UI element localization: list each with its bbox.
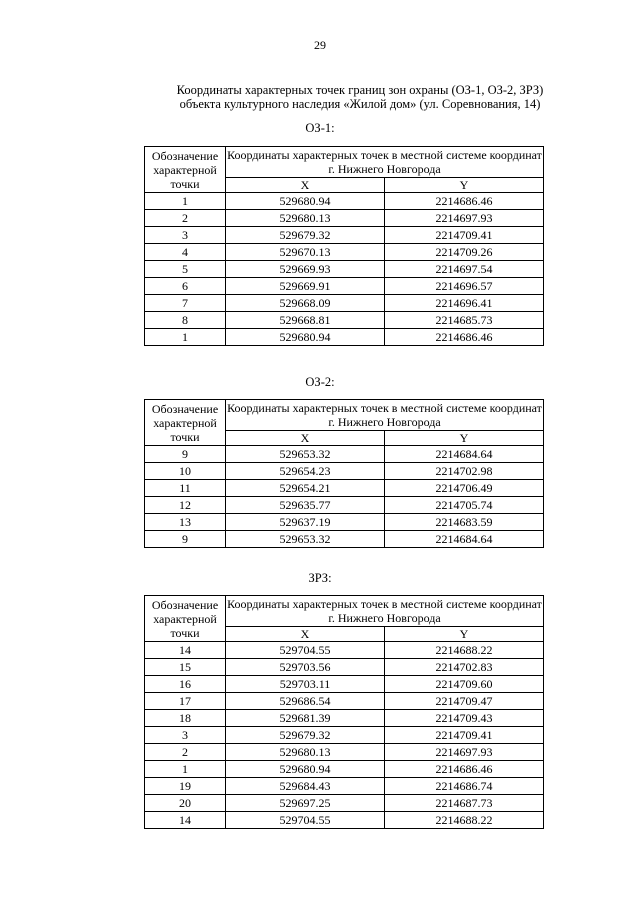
cell-point: 1 [145,761,226,778]
cell-point: 6 [145,278,226,295]
header-x: X [226,627,385,642]
cell-x: 529704.55 [226,642,385,659]
cell-point: 8 [145,312,226,329]
table-row [145,295,544,312]
cell-point: 10 [145,463,226,480]
cell-x: 529669.93 [226,261,385,278]
cell-x: 529668.09 [226,295,385,312]
cell-y: 2214696.57 [385,278,544,295]
cell-x: 529686.54 [226,693,385,710]
cell-y: 2214705.74 [385,497,544,514]
header-point: Обозначение характерной точки [145,596,226,642]
cell-x: 529653.32 [226,446,385,463]
header-point: Обозначение характерной точки [145,147,226,193]
cell-point: 9 [145,446,226,463]
title-line-2: объекта культурного наследия «Жилой дом» (ул. Соревнования, 14) [179,97,541,111]
header-y: Y [385,627,544,642]
table-row [145,727,544,744]
cell-x: 529703.56 [226,659,385,676]
cell-point: 5 [145,261,226,278]
cell-point: 11 [145,480,226,497]
table-row [145,659,544,676]
table-row [145,227,544,244]
cell-y: 2214702.83 [385,659,544,676]
header-y: Y [385,431,544,446]
cell-x: 529680.94 [226,193,385,210]
cell-point: 1 [145,193,226,210]
cell-y: 2214706.49 [385,480,544,497]
table-row [145,244,544,261]
cell-y: 2214709.26 [385,244,544,261]
cell-y: 2214684.64 [385,531,544,548]
coords-table-zrz [144,595,544,829]
cell-x: 529681.39 [226,710,385,727]
coords-table-oz1 [144,146,544,346]
cell-y: 2214697.54 [385,261,544,278]
cell-y: 2214686.74 [385,778,544,795]
cell-y: 2214684.64 [385,446,544,463]
header-point: Обозначение характерной точки [145,400,226,446]
cell-point: 16 [145,676,226,693]
cell-point: 18 [145,710,226,727]
cell-point: 14 [145,812,226,829]
table-row [145,278,544,295]
cell-y: 2214709.60 [385,676,544,693]
table-row [145,812,544,829]
cell-x: 529703.11 [226,676,385,693]
cell-y: 2214686.46 [385,193,544,210]
cell-y: 2214709.41 [385,727,544,744]
cell-point: 7 [145,295,226,312]
table-row [145,497,544,514]
cell-point: 19 [145,778,226,795]
table-row [145,329,544,346]
table-row [145,446,544,463]
cell-x: 529680.94 [226,761,385,778]
table-body [145,642,544,829]
cell-y: 2214702.98 [385,463,544,480]
header-coords: Координаты характерных точек в местной системе координат г. Нижнего Новгорода [227,597,542,625]
cell-y: 2214697.93 [385,744,544,761]
cell-point: 14 [145,642,226,659]
cell-y: 2214709.43 [385,710,544,727]
table-row [145,193,544,210]
document-title [140,83,580,111]
section-label-zrz: ЗРЗ: [308,571,332,585]
cell-y: 2214709.41 [385,227,544,244]
cell-point: 1 [145,329,226,346]
cell-y: 2214697.93 [385,210,544,227]
table-row [145,514,544,531]
cell-x: 529679.32 [226,227,385,244]
section-label-oz2: ОЗ-2: [305,375,335,389]
cell-x: 529654.23 [226,463,385,480]
table-row [145,761,544,778]
cell-x: 529654.21 [226,480,385,497]
table-body [145,193,544,346]
page-number: 29 [314,38,326,52]
table-row [145,261,544,278]
cell-x: 529637.19 [226,514,385,531]
cell-point: 13 [145,514,226,531]
cell-x: 529670.13 [226,244,385,261]
section-label-oz1: ОЗ-1: [305,121,335,135]
table-row [145,642,544,659]
cell-y: 2214688.22 [385,812,544,829]
cell-y: 2214688.22 [385,642,544,659]
cell-x: 529679.32 [226,727,385,744]
cell-point: 12 [145,497,226,514]
cell-y: 2214686.46 [385,329,544,346]
header-x: X [226,431,385,446]
table-row [145,463,544,480]
table-row [145,210,544,227]
cell-point: 4 [145,244,226,261]
cell-point: 3 [145,727,226,744]
table-row [145,312,544,329]
table-row [145,480,544,497]
header-coords: Координаты характерных точек в местной системе координат г. Нижнего Новгорода [227,401,542,429]
cell-y: 2214709.47 [385,693,544,710]
cell-x: 529668.81 [226,312,385,329]
cell-point: 20 [145,795,226,812]
cell-x: 529680.13 [226,210,385,227]
cell-y: 2214685.73 [385,312,544,329]
cell-x: 529684.43 [226,778,385,795]
table-body [145,446,544,548]
table-row [145,744,544,761]
title-line-1: Координаты характерных точек границ зон охраны (ОЗ-1, ОЗ-2, ЗРЗ) [176,83,544,97]
header-x: X [226,178,385,193]
cell-x: 529653.32 [226,531,385,548]
cell-point: 9 [145,531,226,548]
table-row [145,676,544,693]
table-row [145,710,544,727]
header-coords: Координаты характерных точек в местной системе координат г. Нижнего Новгорода [227,148,542,176]
table-row [145,531,544,548]
cell-y: 2214696.41 [385,295,544,312]
cell-point: 3 [145,227,226,244]
cell-point: 17 [145,693,226,710]
cell-y: 2214687.73 [385,795,544,812]
cell-point: 2 [145,210,226,227]
table-row [145,693,544,710]
header-y: Y [385,178,544,193]
cell-x: 529704.55 [226,812,385,829]
table-row [145,795,544,812]
coords-table-oz2 [144,399,544,548]
cell-x: 529669.91 [226,278,385,295]
cell-y: 2214683.59 [385,514,544,531]
cell-x: 529680.94 [226,329,385,346]
cell-x: 529697.25 [226,795,385,812]
cell-y: 2214686.46 [385,761,544,778]
cell-x: 529680.13 [226,744,385,761]
cell-x: 529635.77 [226,497,385,514]
cell-point: 2 [145,744,226,761]
cell-point: 15 [145,659,226,676]
table-row [145,778,544,795]
